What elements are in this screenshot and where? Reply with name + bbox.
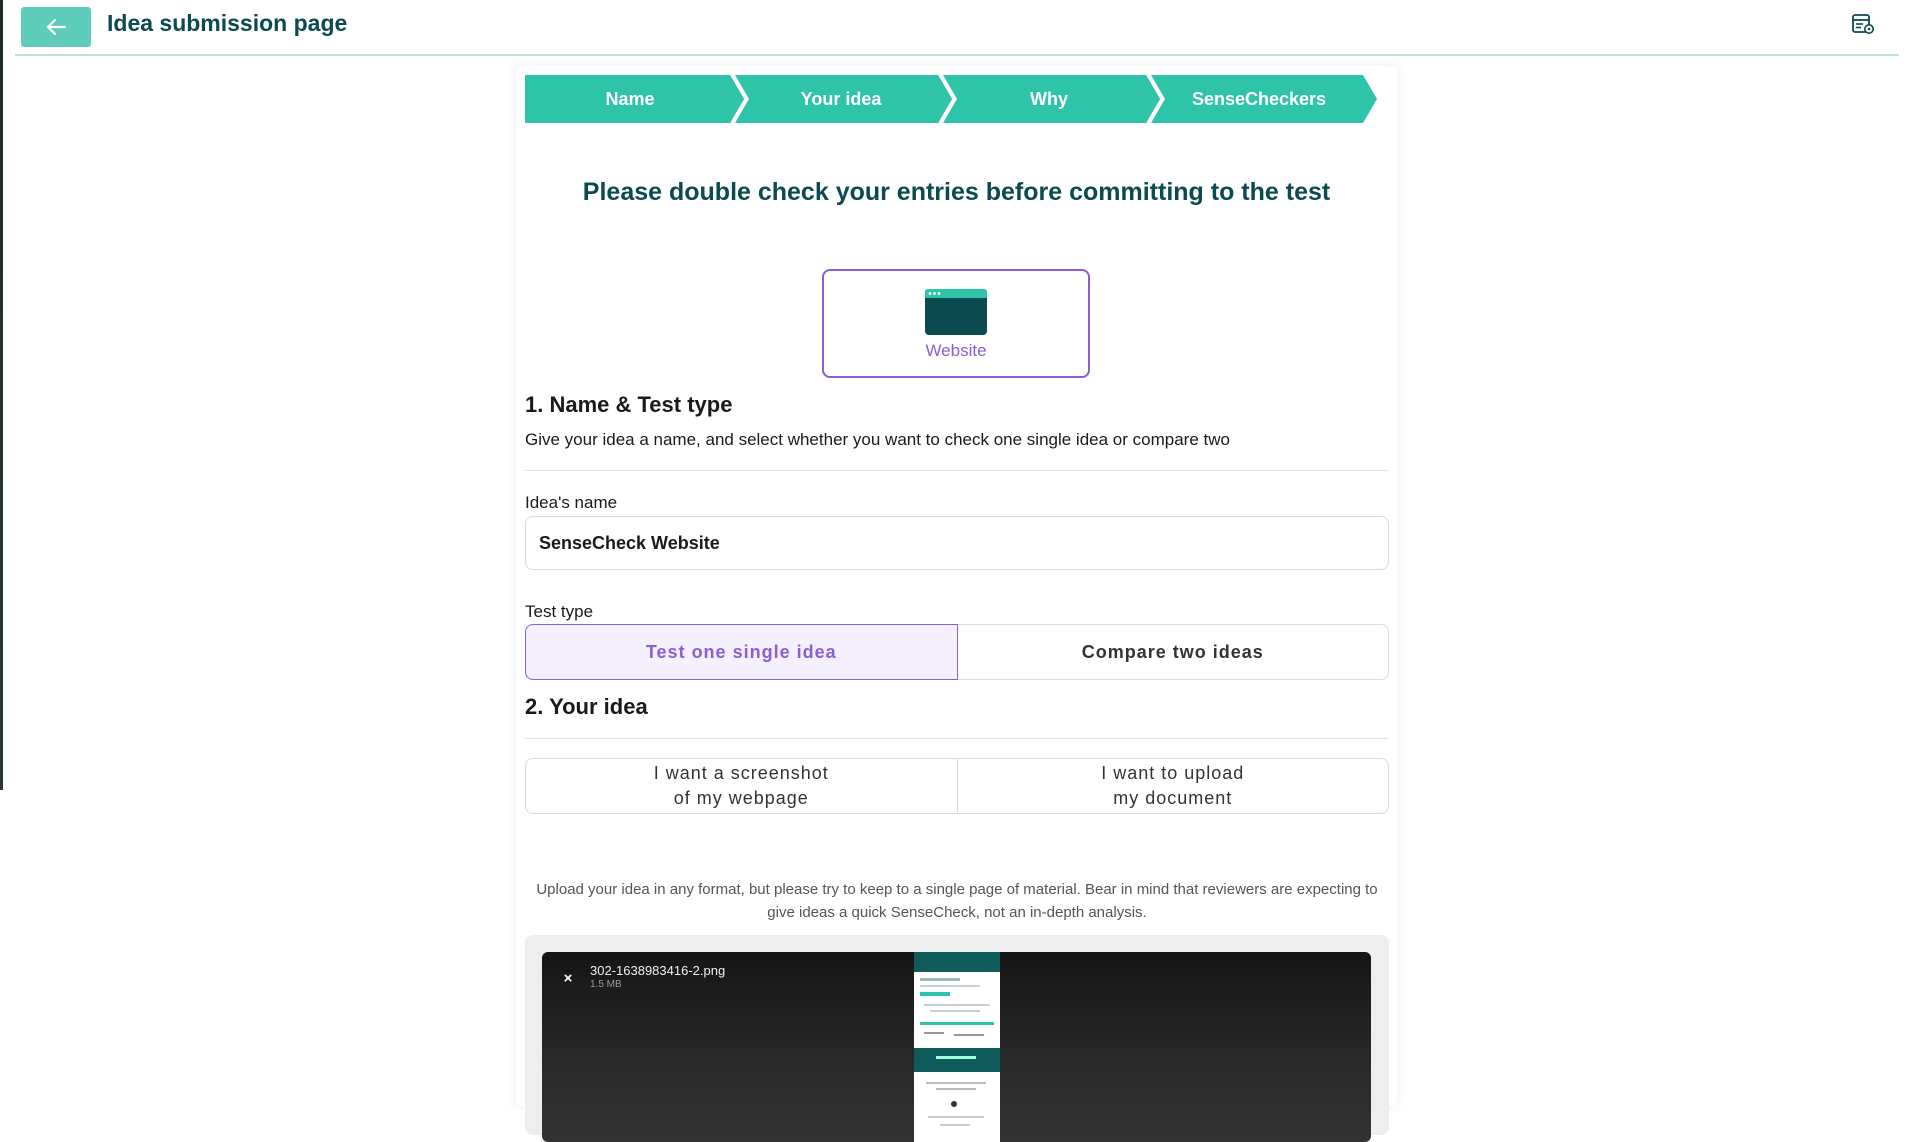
test-type-selector: [525, 624, 1389, 680]
review-card: [516, 66, 1397, 1106]
section-1-title: 1. Name & Test type: [525, 392, 733, 417]
step-your-idea[interactable]: Your idea: [800, 88, 882, 109]
arrow-left-icon: [45, 18, 67, 36]
settings-list-icon[interactable]: [1851, 12, 1875, 36]
step-sensecheckers[interactable]: SenseCheckers: [1191, 88, 1327, 109]
test-one-idea-option[interactable]: Test one single idea: [525, 624, 958, 680]
step-name[interactable]: Name: [605, 88, 655, 109]
test-type-label: Test type: [525, 602, 594, 621]
screenshot-webpage-option[interactable]: [525, 758, 958, 814]
file-name: 302-1638983416-2.png: [590, 963, 726, 978]
screenshot-option-line1: I want a screenshot: [653, 763, 829, 783]
section-2-title: 2. Your idea: [525, 694, 648, 719]
idea-name-label: Idea's name: [525, 493, 618, 512]
confirm-heading: Please double check your entries before committing to the test: [582, 178, 1331, 206]
page-title: Idea submission page: [107, 10, 348, 36]
idea-name-input[interactable]: [525, 516, 1389, 570]
browser-window-icon: [925, 289, 987, 335]
upload-note: Upload your idea in any format, but please try to keep to a single page of material. Bear in mind that reviewers are expecting to give ideas a quick SenseCheck, not an in-depth analysis.: [536, 881, 1378, 921]
idea-source-selector: [525, 758, 1389, 814]
step-why[interactable]: Why: [1030, 88, 1068, 109]
upload-document-option[interactable]: [958, 758, 1390, 814]
file-size: 1.5 MB: [590, 979, 622, 990]
remove-file-button[interactable]: ×: [563, 969, 573, 987]
divider: [525, 738, 1389, 739]
divider: [525, 470, 1389, 471]
top-bar: [15, 0, 1899, 56]
idea-type-website-card[interactable]: [822, 269, 1090, 378]
back-button[interactable]: [21, 7, 91, 47]
file-preview: [542, 952, 1371, 1142]
upload-option-line1: I want to upload: [1101, 763, 1245, 783]
upload-dropzone[interactable]: [525, 935, 1389, 1135]
window-edge: [0, 0, 3, 790]
upload-option-line2: my document: [1113, 788, 1233, 808]
file-thumbnail-image: [914, 952, 1000, 1142]
compare-two-ideas-option[interactable]: Compare two ideas: [958, 624, 1390, 680]
section-1-description: Give your idea a name, and select whether you want to check one single idea or compare two: [525, 430, 1230, 449]
screenshot-option-line2: of my webpage: [673, 788, 809, 808]
idea-type-label: Website: [925, 341, 987, 360]
progress-stepper: [525, 75, 1377, 123]
